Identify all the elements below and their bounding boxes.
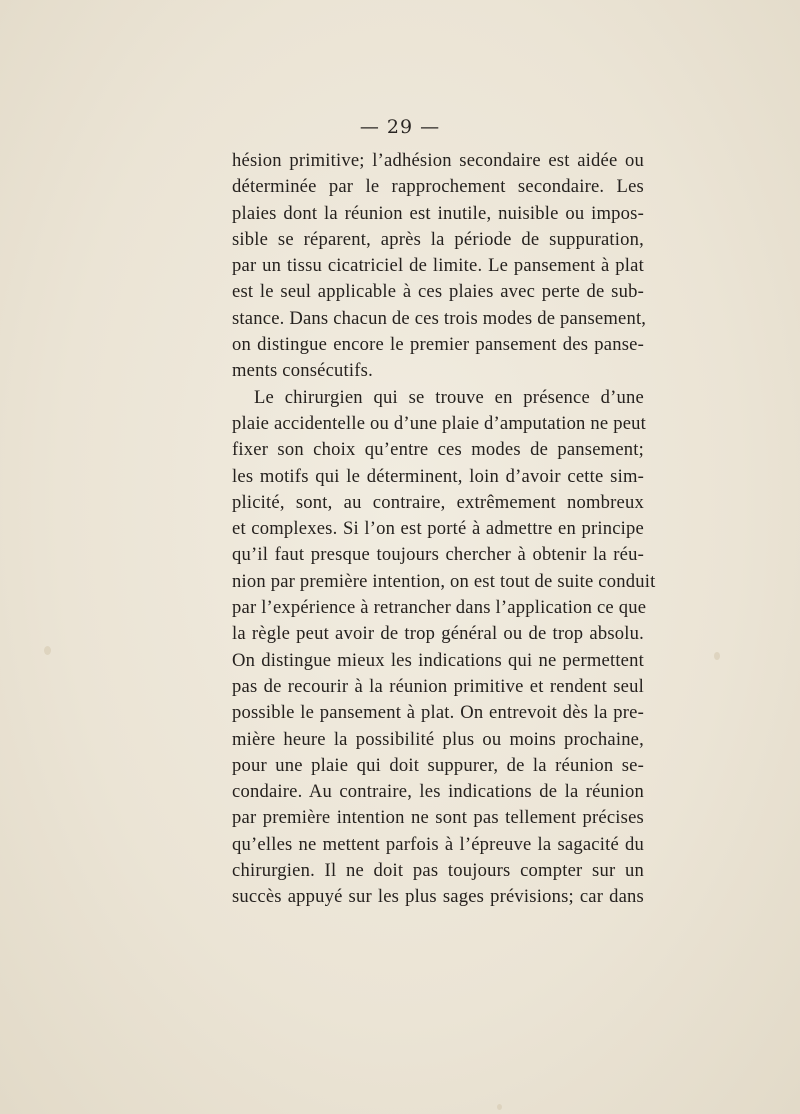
text-line: On distingue mieux les indications qui ne permettent — [232, 649, 644, 671]
text-line: qu’elles ne mettent parfois à l’épreuve la sagacité du — [232, 833, 644, 855]
text-line: mière heure la possibilité plus ou moins prochaine, — [232, 728, 644, 750]
text-line: on distingue encore le premier pansement des panse- — [232, 334, 644, 356]
text-line: condaire. Au contraire, les indications de la réunion — [232, 781, 644, 803]
text-line: hésion primitive; l’adhésion secondaire est aidée ou — [232, 150, 644, 171]
text-line: ments consécutifs. — [232, 360, 373, 382]
text-line: déterminée par le rapprochement secondaire. Les — [232, 176, 644, 198]
paper-stain — [497, 1104, 502, 1110]
body-text — [232, 148, 656, 911]
text-line: sible se réparent, après la période de suppuration, — [232, 228, 644, 250]
text-line: nion par première intention, on est tout de suite conduit — [232, 570, 656, 592]
text-line: par première intention ne sont pas tellement précises — [232, 807, 644, 829]
text-line: est le seul applicable à ces plaies avec perte de sub- — [232, 281, 644, 303]
text-line: par l’expérience à retrancher dans l’application ce que — [232, 597, 647, 619]
text-line: les motifs qui le déterminent, loin d’avoir cette sim- — [232, 465, 644, 487]
text-line: succès appuyé sur les plus sages prévisions; car dans — [232, 886, 644, 908]
text-line: fixer son choix qu’entre ces modes de pansement; — [232, 439, 644, 461]
text-line: possible le pansement à plat. On entrevoit dès la pre- — [232, 702, 644, 724]
text-line: plaies dont la réunion est inutile, nuisible ou impos- — [232, 202, 644, 224]
text-line: pas de recourir à la réunion primitive et rendent seul — [232, 675, 644, 697]
text-line: et complexes. Si l’on est porté à admettre en principe — [232, 518, 644, 540]
text-line: chirurgien. Il ne doit pas toujours compter sur un — [232, 860, 644, 882]
text-line: Le chirurgien qui se trouve en présence d’une — [254, 386, 644, 408]
text-line: plicité, sont, au contraire, extrêmement nombreux — [232, 491, 644, 513]
text-line: stance. Dans chacun de ces trois modes de pansement, — [232, 307, 647, 329]
text-line: pour une plaie qui doit suppurer, de la réunion se- — [232, 754, 644, 776]
text-line: par un tissu cicatriciel de limite. Le pansement à plat — [232, 255, 644, 277]
text-line: la règle peut avoir de trop général ou de trop absolu. — [232, 623, 644, 645]
text-line: plaie accidentelle ou d’une plaie d’amputation ne peut — [232, 412, 647, 434]
paper-stain — [44, 646, 51, 655]
text-line: qu’il faut presque toujours chercher à obtenir la réu- — [232, 544, 644, 566]
page-number: — 29 — — [359, 116, 441, 138]
paper-stain — [714, 652, 720, 660]
